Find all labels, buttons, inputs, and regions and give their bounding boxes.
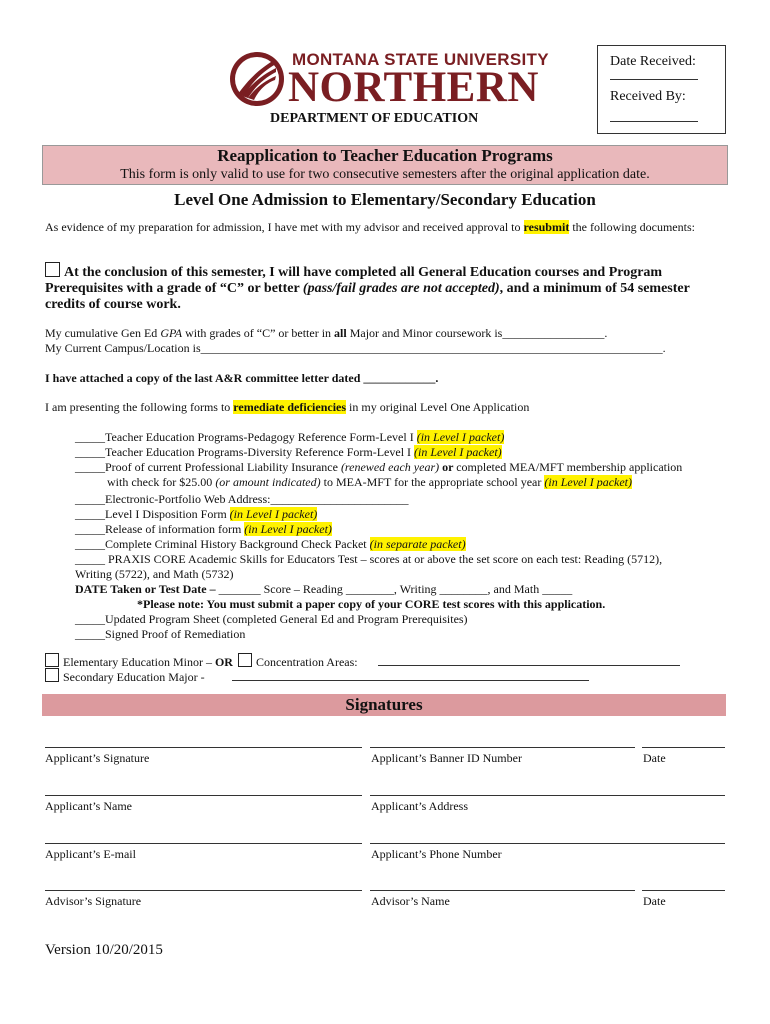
form-item-disposition [75,507,317,522]
applicant-phone-field[interactable] [370,843,725,844]
university-seal-icon [228,50,286,108]
advisor-signature-label: Advisor’s Signature [45,894,142,908]
form-item-text: _____Complete Criminal History Background Check Packet [75,537,370,551]
elementary-minor-label: Elementary Education Minor – [63,655,215,669]
form-item-program-sheet: _____Updated Program Sheet (completed General Ed and Program Prerequisites) [75,612,468,626]
gpa-text: My cumulative Gen Ed [45,326,161,340]
applicant-address-label: Applicant’s Address [371,799,468,813]
secondary-major-line [45,668,205,685]
applicant-phone-label: Applicant’s Phone Number [371,847,502,861]
gpa-line [45,326,725,341]
gpa-all: all [334,326,347,340]
form-item-text: _____Release of information form [75,522,245,536]
praxis-date-line [75,582,572,597]
praxis-note: *Please note: You must submit a paper copy of your CORE test scores with this application. [137,597,606,611]
date-label: Date [643,751,666,765]
logo-university-name: MONTANA STATE UNIVERSITY [292,50,549,69]
applicant-name-field[interactable] [45,795,362,796]
form-validity-note: This form is only valid to use for two consecutive semesters after the original application date. [120,167,650,182]
applicant-signature-label: Applicant’s Signature [45,751,150,765]
advisor-date-field[interactable] [642,890,725,891]
resubmit-highlight: resubmit [523,220,570,234]
form-item-insurance [75,460,682,475]
applicant-email-label: Applicant’s E-mail [45,847,136,861]
packet-note: (in Level I packet) [416,430,505,444]
conclusion-statement [45,262,695,313]
form-item-text: _____Proof of current Professional Liability Insurance [75,460,341,474]
form-item-text: _____Teacher Education Programs-Diversity Reference Form-Level I [75,445,415,459]
conclusion-checkbox[interactable] [45,262,60,277]
presenting-line [45,400,725,415]
form-item-insurance-cont [107,475,632,490]
applicant-address-field[interactable] [370,795,725,796]
form-item-text-2: completed MEA/MFT membership application [456,460,683,474]
intro-text-end: the following documents: [569,220,695,234]
secondary-major-field[interactable] [232,680,589,681]
applicant-date-field[interactable] [642,747,725,748]
banner-id-label: Applicant’s Banner ID Number [371,751,522,765]
conclusion-text: At the conclusion of this semester, I will have completed all General Education courses and Program Prerequisites with a grade of “C” or better [45,265,663,296]
form-title: Reapplication to Teacher Education Programs [217,146,553,165]
conclusion-text-end: , and a minimum of 54 semester credits of course work. [45,281,690,312]
presenting-text: I am presenting the following forms to [45,400,234,414]
advisor-date-label: Date [643,894,666,908]
form-item-remediation-proof: _____Signed Proof of Remediation [75,627,246,641]
campus-line: My Current Campus/Location is_____________________________________________________________________________. [45,341,666,355]
packet-note: (in Level I packet) [414,445,502,459]
form-item-text: _____Teacher Education Programs-Pedagogy Reference Form-Level I [75,430,417,444]
office-use-box [597,45,726,134]
packet-note: (in Level I packet) [544,475,632,489]
form-item-background-check [75,537,466,552]
date-received-field[interactable] [610,79,698,80]
received-by-label: Received By: [610,89,686,104]
form-item-praxis: _____ PRAXIS CORE Academic Skills for Educators Test – scores at or above the set score on each test: Reading (5712), [75,552,663,566]
or-word: OR [214,655,233,669]
gpa-word: GPA [160,326,183,340]
advisor-name-label: Advisor’s Name [371,894,450,908]
applicant-name-label: Applicant’s Name [45,799,132,813]
banner-id-field[interactable] [370,747,635,748]
amount-note: (or amount indicated) [215,475,321,489]
presenting-text-end: in my original Level One Application [346,400,530,414]
attached-letter-line: I have attached a copy of the last A&R committee letter dated ____________. [45,371,439,385]
elementary-minor-checkbox[interactable] [45,653,59,667]
concentration-field[interactable] [378,665,680,666]
advisor-name-field[interactable] [370,890,635,891]
department-name: DEPARTMENT OF EDUCATION [270,111,479,126]
score-fields: _______ Score – Reading ________, Writing ________, and Math _____ [215,582,573,596]
gpa-text-2: with grades of “C” or better in [182,326,335,340]
renewed-note: (renewed each year) [340,460,440,474]
packet-note: (in Level I packet) [244,522,332,536]
form-item-praxis-tests: Writing (5722), and Math (5732) [75,567,234,581]
applicant-signature-field[interactable] [45,747,362,748]
secondary-major-label: Secondary Education Major - [63,670,205,684]
form-item-diversity [75,445,502,460]
form-item-pedagogy [75,430,504,445]
or-word: or [439,460,457,474]
packet-note: (in separate packet) [369,537,466,551]
received-by-field[interactable] [610,121,698,122]
form-item-release [75,522,332,537]
version-label: Version 10/20/2015 [45,942,163,958]
form-item-text-2: to MEA-MFT for the appropriate school year [320,475,545,489]
signatures-heading: Signatures [345,695,423,714]
applicant-email-field[interactable] [45,843,362,844]
conclusion-italic: (pass/fail grades are not accepted) [302,281,500,296]
intro-paragraph [45,220,725,235]
concentration-checkbox[interactable] [238,653,252,667]
form-item-text: _____Level I Disposition Form [75,507,230,521]
secondary-major-checkbox[interactable] [45,668,59,682]
level-heading: Level One Admission to Elementary/Secondary Education [174,190,596,209]
date-received-label: Date Received: [610,54,696,69]
packet-note: (in Level I packet) [229,507,318,521]
concentration-label: Concentration Areas: [255,655,358,669]
form-item-portfolio: _____Electronic-Portfolio Web Address:_______________________ [75,492,409,506]
date-taken-label: DATE Taken or Test Date – [75,582,216,596]
remediate-highlight: remediate deficiencies [233,400,347,414]
form-item-text: with check for $25.00 [107,475,216,489]
advisor-signature-field[interactable] [45,890,362,891]
logo-campus-name: NORTHERN [288,64,539,111]
gpa-field: Major and Minor coursework is_________________. [346,326,608,340]
intro-text: As evidence of my preparation for admission, I have met with my advisor and received approval to [45,220,524,234]
